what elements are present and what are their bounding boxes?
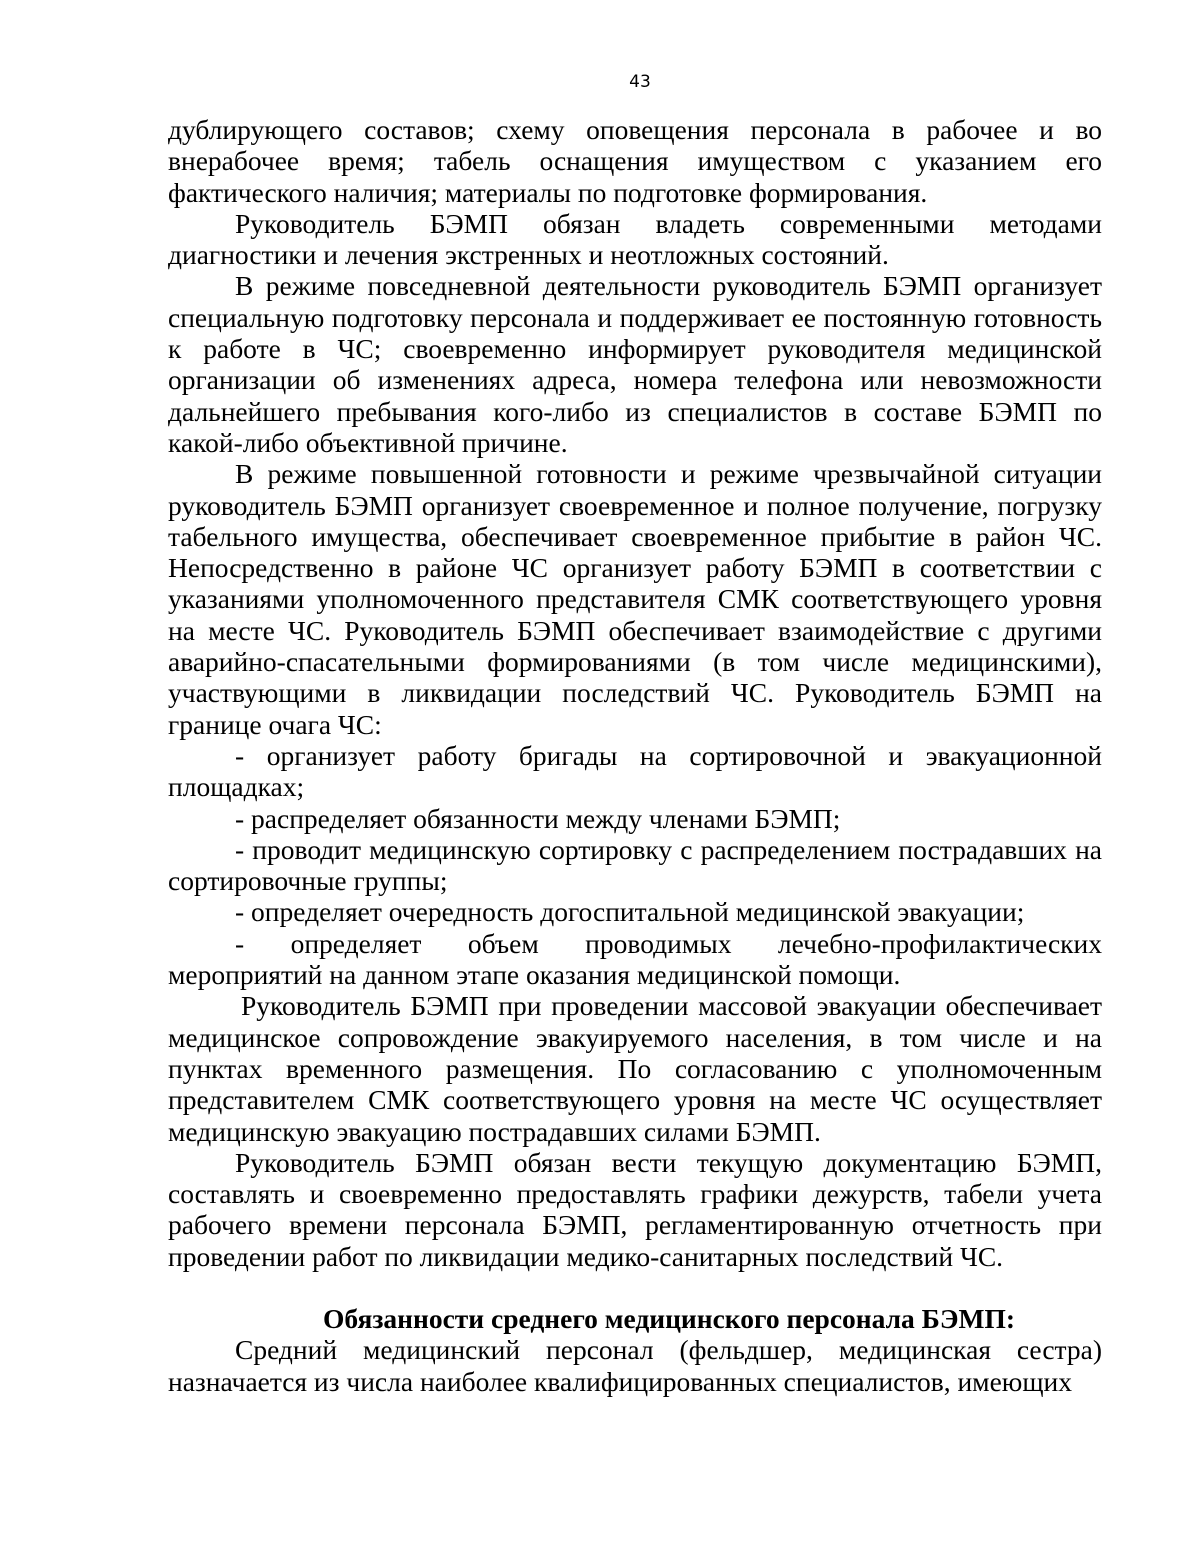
list-item-1: - организует работу бригады на сортировочной и эвакуационной площадках;: [168, 739, 1102, 803]
section-heading: Обязанности среднего медицинского персонала БЭМП:: [323, 1302, 1015, 1334]
paragraph-7: Средний медицинский персонал (фельдшер, медицинская сестра) назначается из числа наиболее квалифицированных специалистов, имеющих: [168, 1334, 1102, 1397]
list-item-5: - определяет объем проводимых лечебно-профилактических мероприятий на данном этапе оказания медицинской помощи.: [168, 927, 1102, 991]
page-number: 43: [629, 72, 651, 92]
paragraph-4: В режиме повышенной готовности и режиме чрезвычайной ситуации руководитель БЭМП организует своевременное и полное получение, погрузку табельного имущества, обеспечивает своевременное прибытие в район ЧС. Непосредственно в районе ЧС организует работу БЭМП в соответствии с указаниями уполномоченного представителя СМК соответствующего уровня на месте ЧС. Руководитель БЭМП обеспечивает взаимодействие с другими аварийно-спасательными формированиями (в том числе медицинскими), участвующими в ликвидации последствий ЧС. Руководитель БЭМП на границе очага ЧС:: [168, 458, 1102, 740]
spacer: [168, 1272, 1102, 1303]
list-item-4: - определяет очередность догоспитальной медицинской эвакуации;: [235, 896, 1025, 928]
list-item-3: - проводит медицинскую сортировку с распределением пострадавших на сортировочные группы;: [168, 833, 1102, 897]
paragraph-1: дублирующего составов; схему оповещения персонала в рабочее и во внерабочее время; табель оснащения имуществом с указанием его фактического наличия; материалы по подготовке формирования.: [168, 114, 1102, 208]
paragraph-6: Руководитель БЭМП обязан вести текущую документацию БЭМП, составлять и своевременно предоставлять графики дежурств, табели учета рабочего времени персонала БЭМП, регламентированную отчетность при проведении работ по ликвидации медико-санитарных последствий ЧС.: [168, 1146, 1102, 1272]
paragraph-2: Руководитель БЭМП обязан владеть современными методами диагностики и лечения экстренных и неотложных состояний.: [168, 207, 1102, 271]
paragraph-3: В режиме повседневной деятельности руководитель БЭМП организует специальную подготовку персонала и поддерживает ее постоянную готовность к работе в ЧС; своевременно информирует руководителя медицинской организации об изменениях адреса, номера телефона или невозможности дальнейшего пребывания кого-либо из специалистов в составе БЭМП по какой-либо объективной причине.: [168, 270, 1102, 458]
paragraph-5: Руководитель БЭМП при проведении массовой эвакуации обеспечивает медицинское сопровождение эвакуируемого населения, в том числе и на пунктах временного размещения. По согласованию с уполномоченным представителем СМК соответствующего уровня на месте ЧС осуществляет медицинскую эвакуацию пострадавших силами БЭМП.: [168, 990, 1102, 1147]
list-item-2: - распределяет обязанности между членами БЭМП;: [235, 802, 841, 834]
body-text: [168, 114, 1102, 1397]
